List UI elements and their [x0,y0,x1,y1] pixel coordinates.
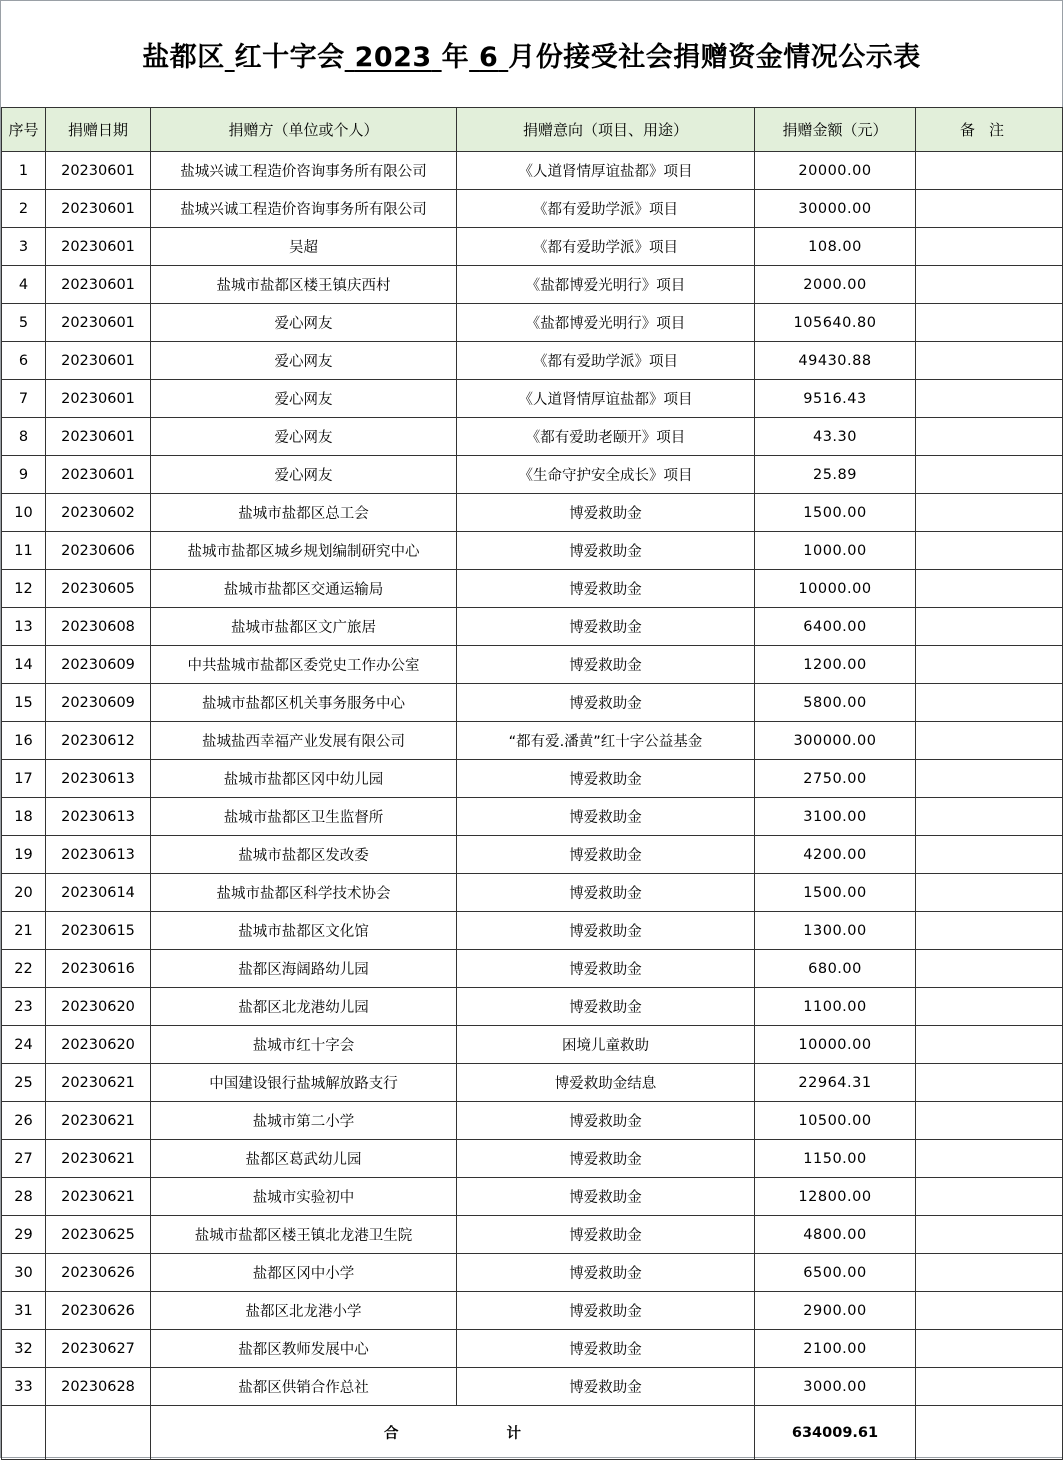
cell-donor: 爱心网友 [151,418,457,456]
cell-amount: 2100.00 [755,1330,916,1368]
donation-table [1,107,1063,1460]
cell-date: 20230601 [46,266,151,304]
cell-remark [916,1292,1063,1330]
cell-index: 21 [2,912,46,950]
cell-index: 15 [2,684,46,722]
cell-donor: 盐城市盐都区文化馆 [151,912,457,950]
cell-purpose: 博爱救助金 [457,950,755,988]
table-row [2,1292,1063,1330]
cell-purpose: 《都有爱助学派》项目 [457,190,755,228]
cell-donor: 爱心网友 [151,342,457,380]
total-amount: 634009.61 [755,1406,916,1460]
table-row [2,380,1063,418]
table-row [2,304,1063,342]
cell-purpose: 《生命守护安全成长》项目 [457,456,755,494]
cell-date: 20230605 [46,570,151,608]
table-row [2,912,1063,950]
cell-purpose: “都有爱.潘黄”红十字公益基金 [457,722,755,760]
cell-amount: 5800.00 [755,684,916,722]
cell-date: 20230601 [46,228,151,266]
cell-purpose: 《都有爱助学派》项目 [457,228,755,266]
table-row [2,152,1063,190]
title-blank-2 [225,42,235,73]
cell-remark [916,608,1063,646]
cell-donor: 盐城市盐都区楼王镇庆西村 [151,266,457,304]
header-row [2,108,1063,152]
header-amount: 捐赠金额（元） [755,108,916,152]
cell-amount: 4200.00 [755,836,916,874]
page-title [142,35,920,74]
cell-date: 20230621 [46,1102,151,1140]
header-donor: 捐赠方（单位或个人） [151,108,457,152]
cell-amount: 10500.00 [755,1102,916,1140]
cell-date: 20230609 [46,646,151,684]
cell-remark [916,684,1063,722]
cell-purpose: 博爱救助金 [457,988,755,1026]
cell-donor: 爱心网友 [151,456,457,494]
cell-purpose: 博爱救助金 [457,912,755,950]
cell-remark [916,304,1063,342]
cell-amount: 1000.00 [755,532,916,570]
cell-date: 20230621 [46,1064,151,1102]
cell-index: 28 [2,1178,46,1216]
cell-donor: 盐城市盐都区交通运输局 [151,570,457,608]
cell-index: 11 [2,532,46,570]
cell-date: 20230620 [46,1026,151,1064]
table-row [2,456,1063,494]
cell-index: 19 [2,836,46,874]
cell-index: 23 [2,988,46,1026]
cell-purpose: 困境儿童救助 [457,1026,755,1064]
cell-remark [916,456,1063,494]
cell-remark [916,152,1063,190]
cell-date: 20230606 [46,532,151,570]
cell-date: 20230620 [46,988,151,1026]
cell-remark [916,722,1063,760]
cell-purpose: 博爱救助金 [457,608,755,646]
cell-amount: 9516.43 [755,380,916,418]
table-row [2,646,1063,684]
table-body [2,152,1063,1406]
table-row [2,1102,1063,1140]
cell-amount: 4800.00 [755,1216,916,1254]
cell-remark [916,190,1063,228]
cell-remark [916,912,1063,950]
cell-donor: 盐都区供销合作总社 [151,1368,457,1406]
cell-date: 20230625 [46,1216,151,1254]
cell-amount: 20000.00 [755,152,916,190]
cell-amount: 12800.00 [755,1178,916,1216]
cell-index: 27 [2,1140,46,1178]
cell-index: 2 [2,190,46,228]
cell-remark [916,1178,1063,1216]
cell-donor: 盐都区北龙港小学 [151,1292,457,1330]
table-row [2,1140,1063,1178]
cell-amount: 680.00 [755,950,916,988]
cell-purpose: 博爱救助金 [457,646,755,684]
cell-donor: 盐都区北龙港幼儿园 [151,988,457,1026]
title-year-suffix: 年 [441,41,470,73]
cell-donor: 盐城市盐都区发改委 [151,836,457,874]
table-row [2,190,1063,228]
cell-purpose: 博爱救助金 [457,684,755,722]
table-row [2,722,1063,760]
cell-amount: 2000.00 [755,266,916,304]
cell-date: 20230626 [46,1292,151,1330]
cell-purpose: 博爱救助金 [457,494,755,532]
cell-purpose: 博爱救助金 [457,798,755,836]
cell-date: 20230601 [46,190,151,228]
cell-donor: 盐城市盐都区楼王镇北龙港卫生院 [151,1216,457,1254]
total-label [151,1406,755,1460]
cell-amount: 10000.00 [755,1026,916,1064]
cell-amount: 10000.00 [755,570,916,608]
cell-donor: 盐城市盐都区城乡规划编制研究中心 [151,532,457,570]
cell-purpose: 博爱救助金 [457,836,755,874]
table-row [2,608,1063,646]
cell-donor: 爱心网友 [151,304,457,342]
cell-purpose: 博爱救助金 [457,1368,755,1406]
cell-remark [916,1254,1063,1292]
cell-amount: 30000.00 [755,190,916,228]
cell-remark [916,1026,1063,1064]
cell-index: 18 [2,798,46,836]
cell-index: 29 [2,1216,46,1254]
cell-donor: 盐城市盐都区卫生监督所 [151,798,457,836]
cell-donor: 盐城市盐都区文广旅居 [151,608,457,646]
cell-index: 1 [2,152,46,190]
cell-purpose: 《盐都博爱光明行》项目 [457,266,755,304]
cell-amount: 3100.00 [755,798,916,836]
cell-date: 20230628 [46,1368,151,1406]
cell-index: 16 [2,722,46,760]
table-row [2,342,1063,380]
table-row [2,1368,1063,1406]
table-row [2,1254,1063,1292]
cell-amount: 22964.31 [755,1064,916,1102]
cell-remark [916,798,1063,836]
cell-remark [916,836,1063,874]
cell-date: 20230601 [46,342,151,380]
cell-amount: 43.30 [755,418,916,456]
cell-date: 20230621 [46,1140,151,1178]
cell-donor: 吴超 [151,228,457,266]
total-label-right: 计 [506,1426,521,1442]
cell-amount: 6400.00 [755,608,916,646]
cell-remark [916,1102,1063,1140]
cell-donor: 盐都区教师发展中心 [151,1330,457,1368]
cell-remark [916,342,1063,380]
cell-remark [916,760,1063,798]
cell-index: 13 [2,608,46,646]
cell-amount: 1500.00 [755,874,916,912]
total-remark-cell [916,1406,1063,1460]
cell-date: 20230626 [46,1254,151,1292]
table-row [2,570,1063,608]
cell-remark [916,228,1063,266]
cell-date: 20230613 [46,760,151,798]
cell-purpose: 博爱救助金 [457,532,755,570]
cell-remark [916,380,1063,418]
title-blank-3 [345,42,355,73]
cell-index: 24 [2,1026,46,1064]
cell-date: 20230614 [46,874,151,912]
cell-date: 20230615 [46,912,151,950]
table-row [2,798,1063,836]
cell-purpose: 《人道肾情厚谊盐都》项目 [457,152,755,190]
cell-date: 20230601 [46,418,151,456]
cell-donor: 盐都区海阔路幼儿园 [151,950,457,988]
cell-index: 14 [2,646,46,684]
cell-index: 7 [2,380,46,418]
cell-date: 20230601 [46,380,151,418]
cell-purpose: 《都有爱助老颐开》项目 [457,418,755,456]
cell-remark [916,646,1063,684]
cell-purpose: 博爱救助金 [457,1102,755,1140]
cell-purpose: 博爱救助金 [457,1254,755,1292]
title-org: 红十字会 [234,41,345,73]
header-remark [916,108,1063,152]
cell-index: 30 [2,1254,46,1292]
cell-index: 20 [2,874,46,912]
cell-index: 6 [2,342,46,380]
table-row [2,1178,1063,1216]
cell-remark [916,1064,1063,1102]
cell-index: 3 [2,228,46,266]
title-area [1,1,1062,107]
table-row [2,1026,1063,1064]
table-row [2,1330,1063,1368]
cell-amount: 1300.00 [755,912,916,950]
cell-remark [916,1216,1063,1254]
table-row [2,494,1063,532]
cell-remark [916,1140,1063,1178]
cell-index: 25 [2,1064,46,1102]
cell-purpose: 博爱救助金 [457,1140,755,1178]
table-row [2,988,1063,1026]
cell-remark [916,988,1063,1026]
cell-donor: 爱心网友 [151,380,457,418]
title-year: 2023 [354,41,432,73]
cell-remark [916,950,1063,988]
cell-purpose: 《盐都博爱光明行》项目 [457,304,755,342]
cell-date: 20230608 [46,608,151,646]
cell-donor: 盐城盐西幸福产业发展有限公司 [151,722,457,760]
cell-remark [916,570,1063,608]
cell-donor: 盐城市盐都区总工会 [151,494,457,532]
cell-amount: 1500.00 [755,494,916,532]
cell-remark [916,874,1063,912]
cell-index: 26 [2,1102,46,1140]
table-row [2,874,1063,912]
cell-index: 5 [2,304,46,342]
cell-remark [916,532,1063,570]
cell-amount: 2900.00 [755,1292,916,1330]
cell-amount: 3000.00 [755,1368,916,1406]
header-index: 序号 [2,108,46,152]
cell-remark [916,418,1063,456]
cell-purpose: 博爱救助金 [457,1330,755,1368]
cell-donor: 中国建设银行盐城解放路支行 [151,1064,457,1102]
title-district: 盐都区 [142,41,225,73]
cell-index: 9 [2,456,46,494]
cell-purpose: 《人道肾情厚谊盐都》项目 [457,380,755,418]
cell-amount: 1200.00 [755,646,916,684]
table-row [2,760,1063,798]
table-row [2,532,1063,570]
cell-amount: 300000.00 [755,722,916,760]
cell-purpose: 《都有爱助学派》项目 [457,342,755,380]
cell-donor: 中共盐城市盐都区委党史工作办公室 [151,646,457,684]
cell-amount: 1100.00 [755,988,916,1026]
cell-index: 8 [2,418,46,456]
cell-donor: 盐城市红十字会 [151,1026,457,1064]
cell-purpose: 博爱救助金 [457,1292,755,1330]
cell-donor: 盐城市盐都区科学技术协会 [151,874,457,912]
cell-date: 20230613 [46,798,151,836]
header-date: 捐赠日期 [46,108,151,152]
cell-index: 33 [2,1368,46,1406]
cell-index: 4 [2,266,46,304]
cell-purpose: 博爱救助金 [457,760,755,798]
cell-date: 20230601 [46,456,151,494]
table-row [2,228,1063,266]
cell-amount: 1150.00 [755,1140,916,1178]
cell-index: 31 [2,1292,46,1330]
cell-remark [916,1368,1063,1406]
cell-donor: 盐城市第二小学 [151,1102,457,1140]
cell-date: 20230627 [46,1330,151,1368]
header-remark-label: 备注 [959,121,1018,139]
total-row [2,1406,1063,1460]
cell-donor: 盐城市实验初中 [151,1178,457,1216]
cell-date: 20230601 [46,304,151,342]
cell-purpose: 博爱救助金 [457,874,755,912]
table-row [2,1216,1063,1254]
table-row [2,950,1063,988]
total-index-cell [2,1406,46,1460]
cell-date: 20230612 [46,722,151,760]
cell-index: 17 [2,760,46,798]
cell-remark [916,266,1063,304]
cell-donor: 盐城兴诚工程造价咨询事务所有限公司 [151,190,457,228]
cell-purpose: 博爱救助金 [457,1178,755,1216]
title-rest: 月份接受社会捐赠资金情况公示表 [508,41,921,73]
total-label-left: 合 [384,1426,399,1442]
cell-amount: 108.00 [755,228,916,266]
cell-donor: 盐城兴诚工程造价咨询事务所有限公司 [151,152,457,190]
cell-remark [916,494,1063,532]
title-month: 6 [479,41,499,73]
cell-date: 20230609 [46,684,151,722]
table-row [2,418,1063,456]
cell-date: 20230621 [46,1178,151,1216]
cell-remark [916,1330,1063,1368]
cell-purpose: 博爱救助金结息 [457,1064,755,1102]
cell-date: 20230613 [46,836,151,874]
cell-date: 20230602 [46,494,151,532]
header-purpose: 捐赠意向（项目、用途） [457,108,755,152]
cell-index: 32 [2,1330,46,1368]
table-row [2,684,1063,722]
total-date-cell [46,1406,151,1460]
cell-donor: 盐都区葛武幼儿园 [151,1140,457,1178]
cell-purpose: 博爱救助金 [457,1216,755,1254]
cell-amount: 105640.80 [755,304,916,342]
table-row [2,266,1063,304]
cell-purpose: 博爱救助金 [457,570,755,608]
cell-date: 20230601 [46,152,151,190]
cell-amount: 25.89 [755,456,916,494]
cell-index: 22 [2,950,46,988]
cell-date: 20230616 [46,950,151,988]
cell-index: 10 [2,494,46,532]
cell-amount: 6500.00 [755,1254,916,1292]
cell-donor: 盐城市盐都区机关事务服务中心 [151,684,457,722]
table-row [2,836,1063,874]
cell-donor: 盐城市盐都区冈中幼儿园 [151,760,457,798]
cell-donor: 盐都区冈中小学 [151,1254,457,1292]
cell-amount: 2750.00 [755,760,916,798]
cell-amount: 49430.88 [755,342,916,380]
table-row [2,1064,1063,1102]
cell-index: 12 [2,570,46,608]
